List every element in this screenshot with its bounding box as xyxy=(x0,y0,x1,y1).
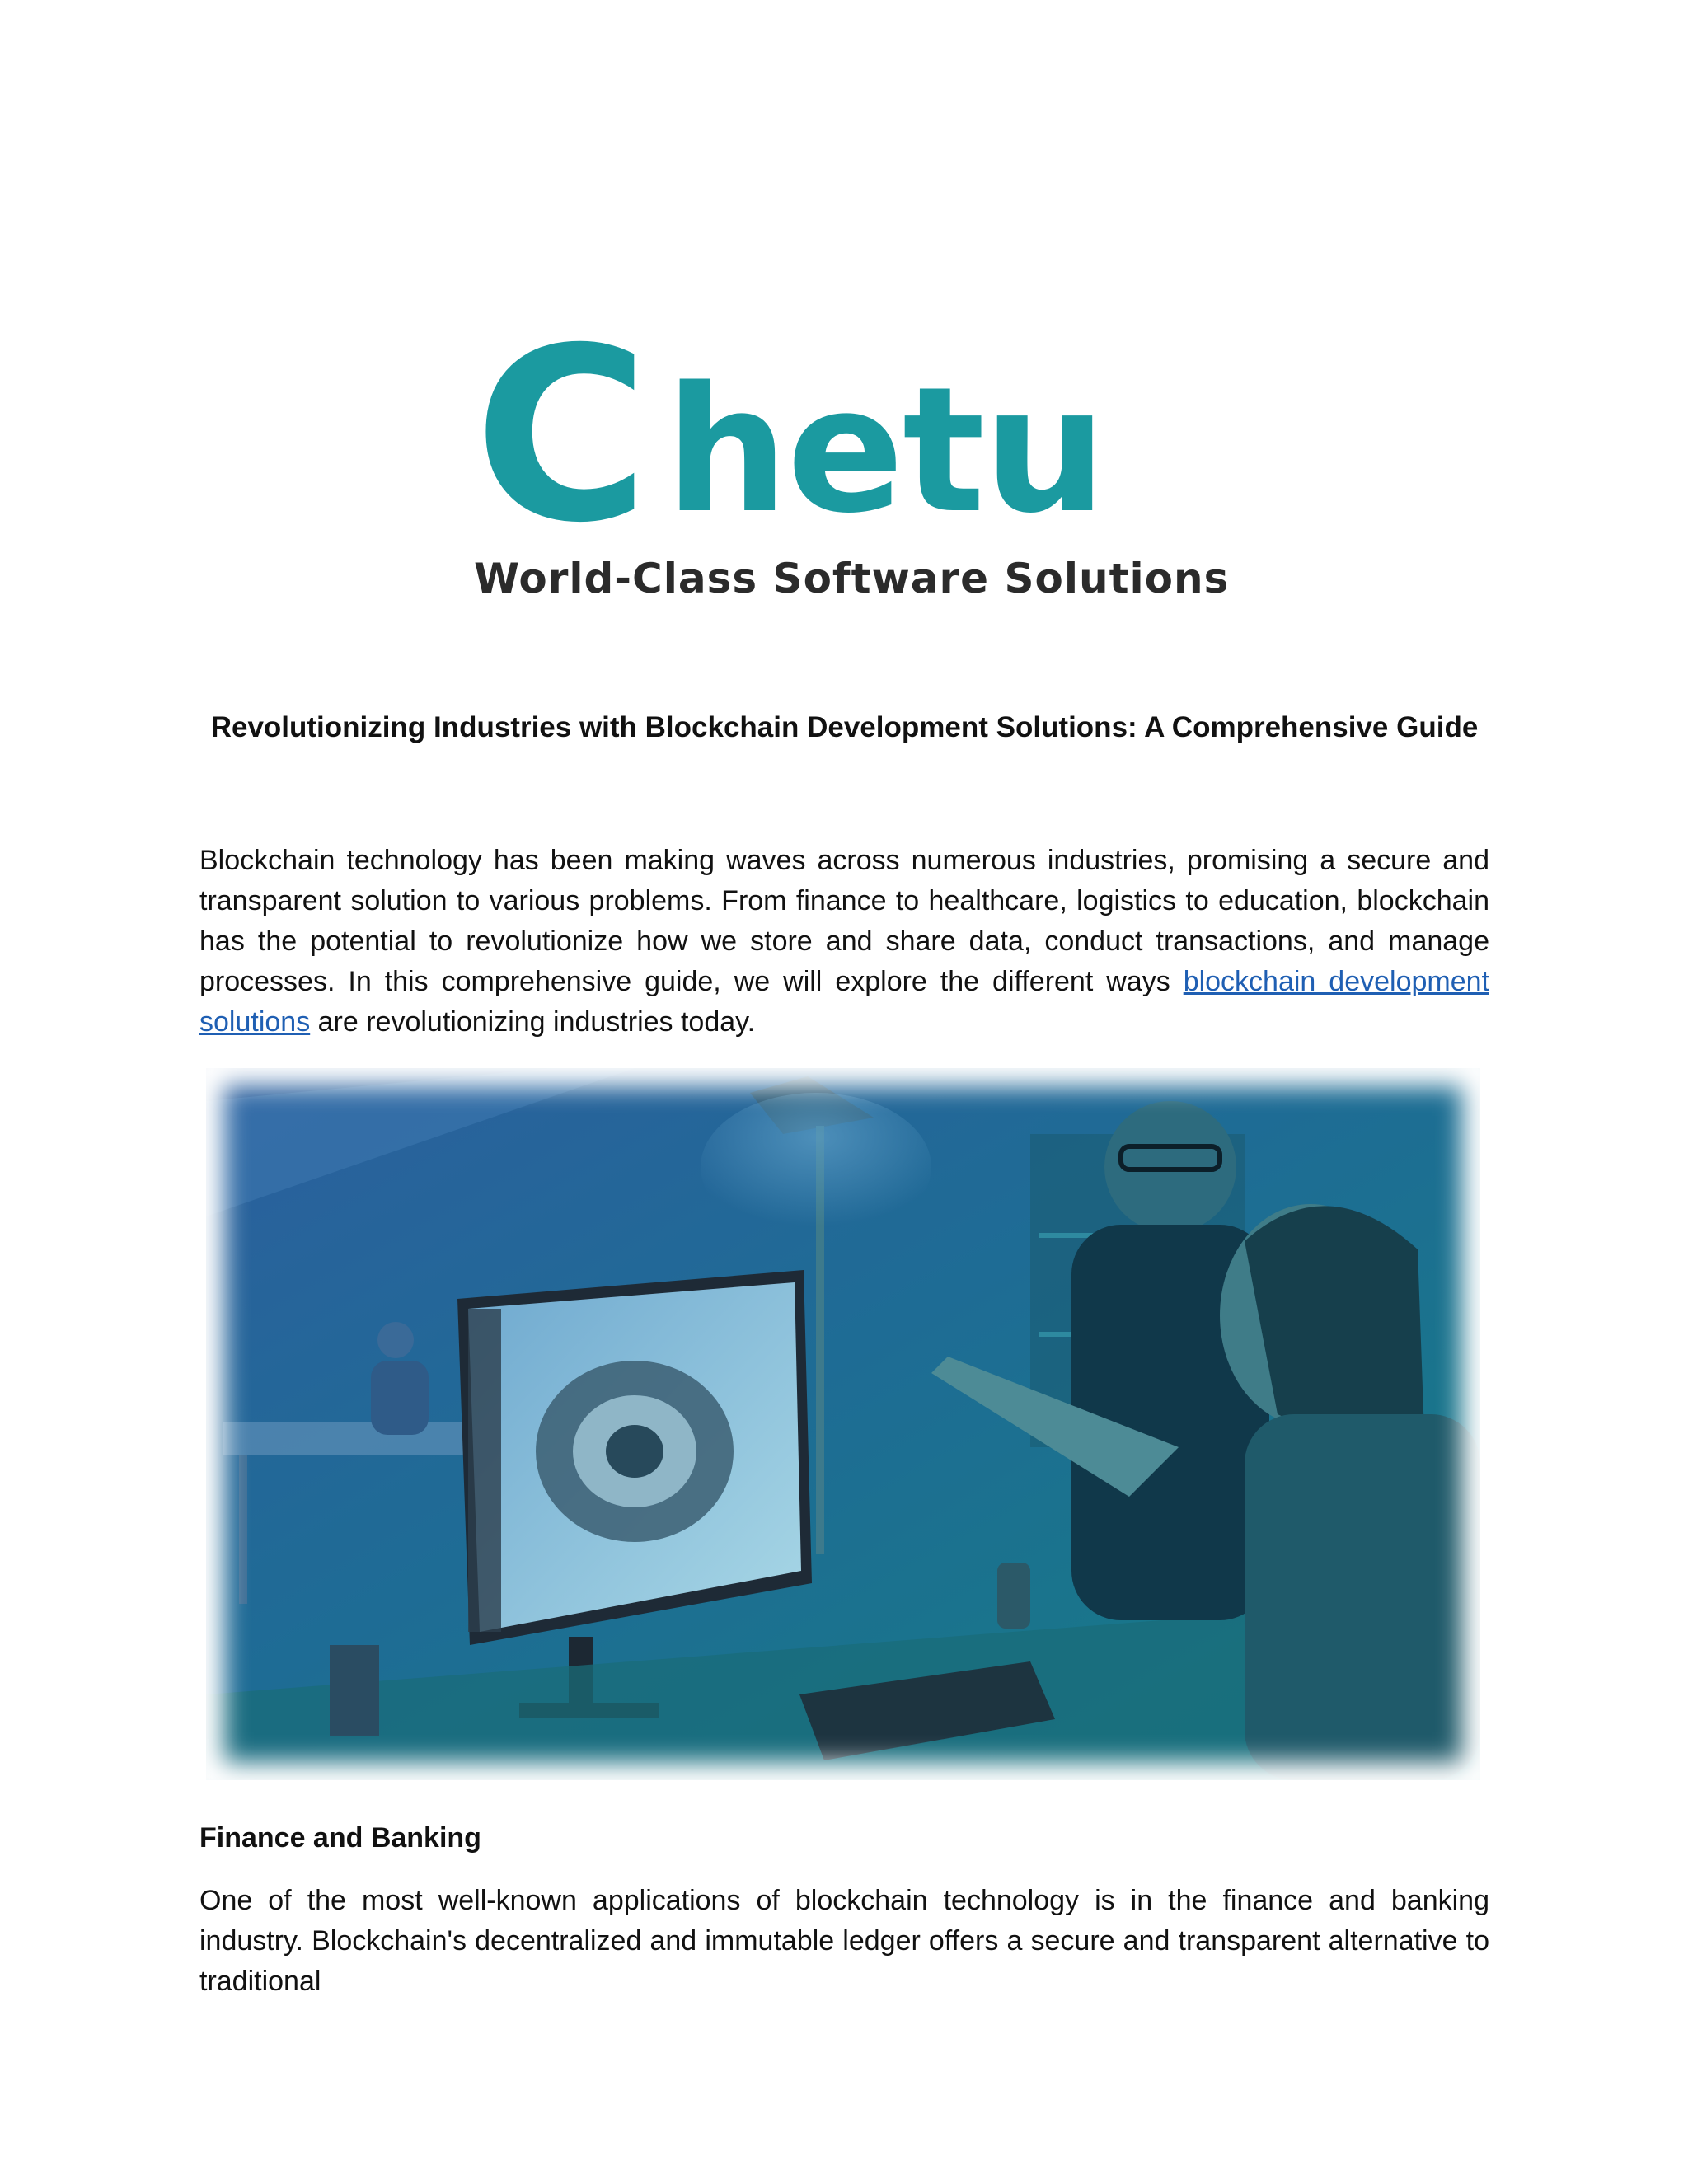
blockchain-solutions-link[interactable]: blockchain development solutions xyxy=(199,966,1489,1038)
chetu-logo xyxy=(474,298,1230,610)
developers-at-monitor-illustration xyxy=(206,1068,1480,1780)
intro-text: Blockchain technology has been making waves across numerous industries, promising a secure and transparent solution to various problems. From finance to healthcare, logistics to education, blockchain has the potential to revolutionize how we store and share data, conduct transactions, and manage processes. In this comprehensive guide, we will explore the different ways xyxy=(199,845,1489,997)
finance-paragraph: One of the most well-known applications of blockchain technology is in the finance and banking industry. Blockchain's decentralized and immutable ledger offers a secure and transparent alternative to traditional xyxy=(199,1885,1489,1997)
article-title: Revolutionizing Industries with Blockchain Development Solutions: A Comprehensive Guide xyxy=(210,711,1479,743)
intro-paragraph xyxy=(199,841,1489,1043)
logo-wordmark: hetu xyxy=(665,349,1105,551)
logo-tagline: World-Class Software Solutions xyxy=(474,555,1230,602)
logo-letter-c: C xyxy=(474,298,645,575)
section-heading-finance: Finance and Banking xyxy=(199,1822,481,1854)
hero-photo xyxy=(206,1068,1480,1780)
intro-text-end: are revolutionizing industries today. xyxy=(310,1006,756,1038)
